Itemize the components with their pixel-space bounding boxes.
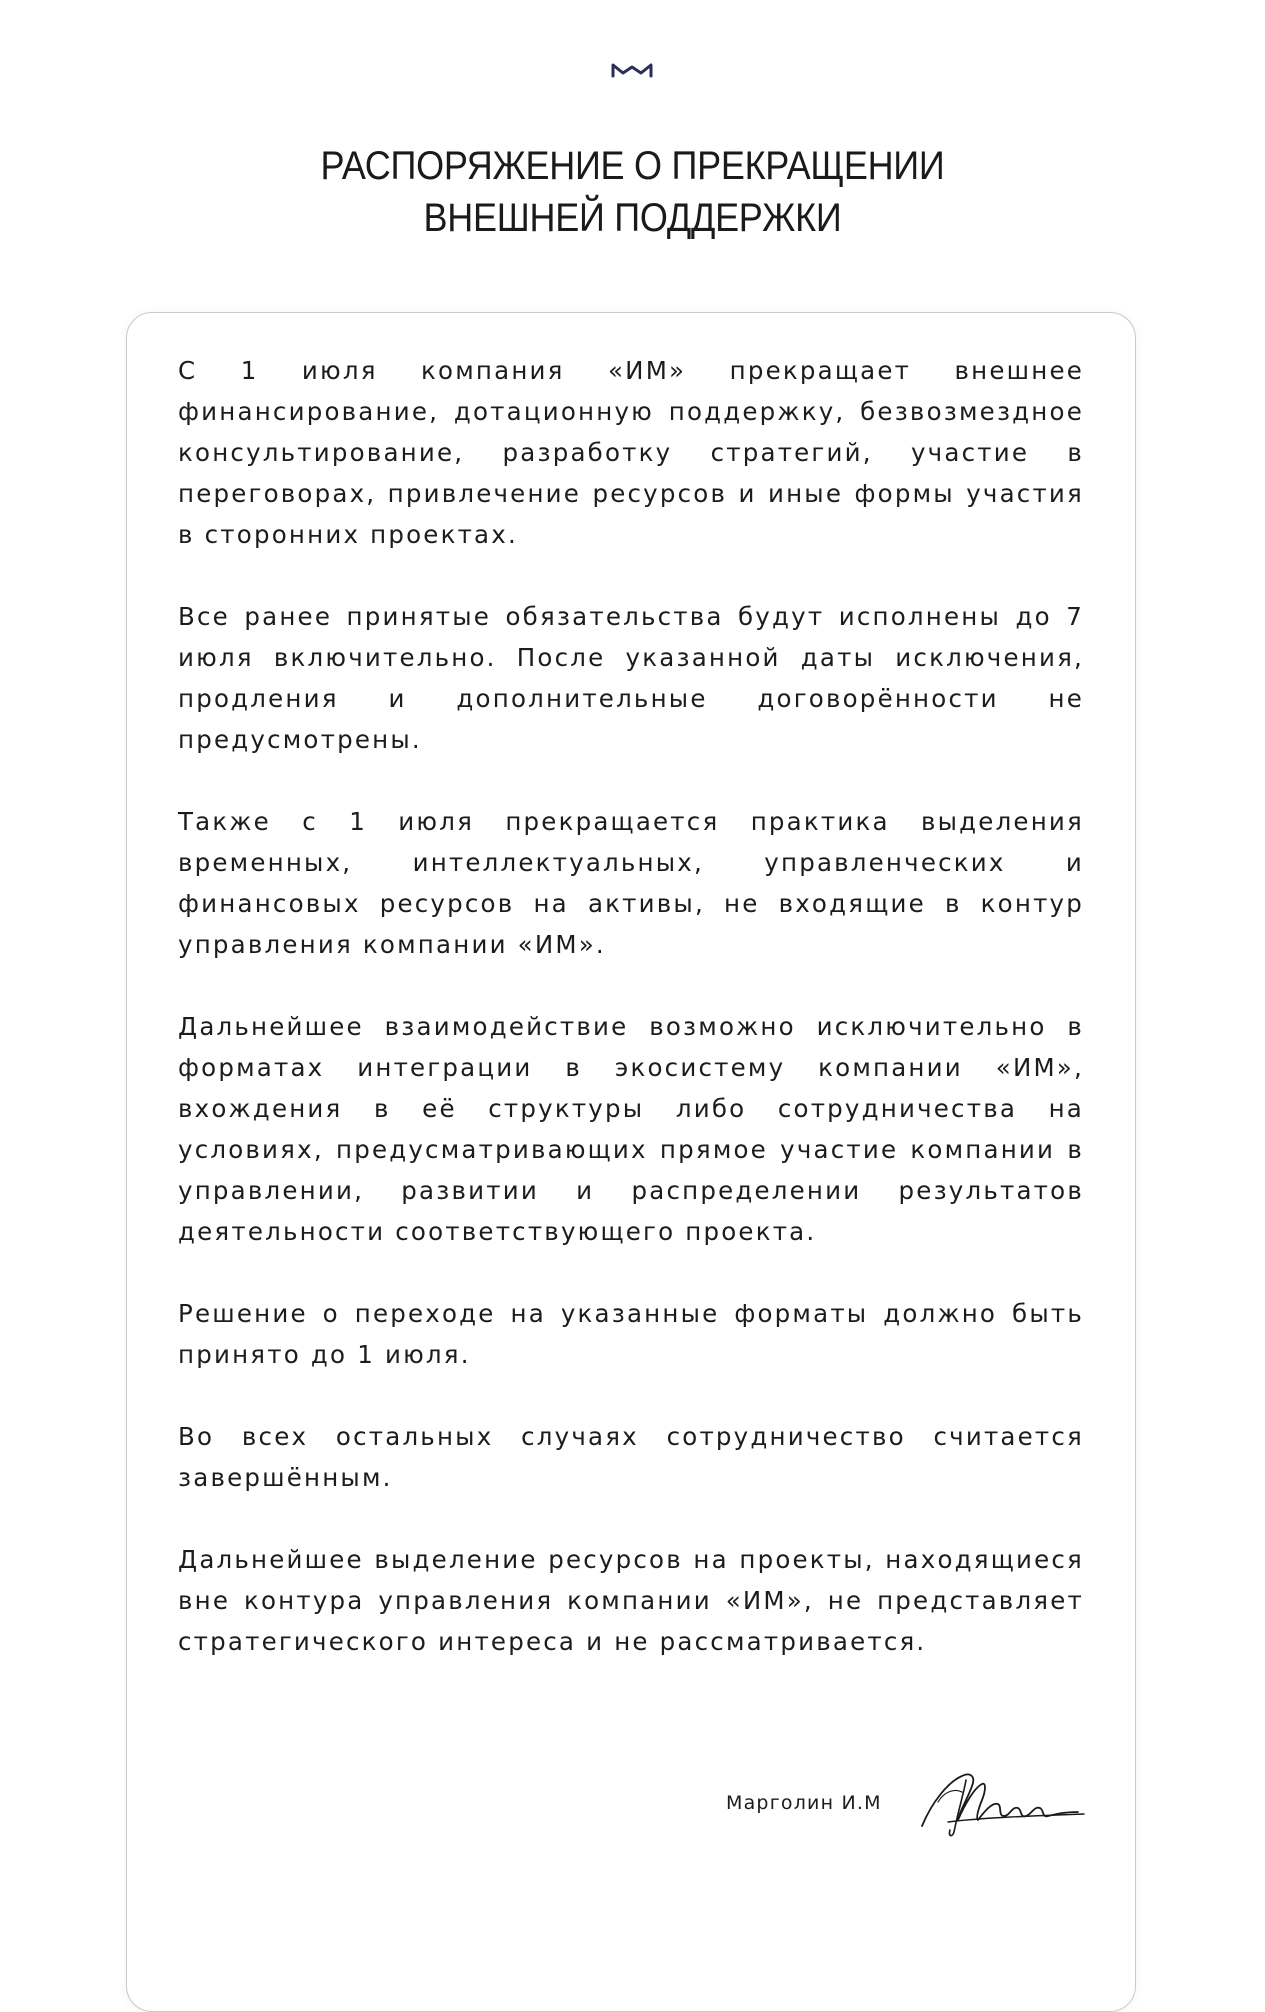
paragraph-7: Дальнейшее выделение ресурсов на проекты, находящиеся вне контура управления компании «ИМ», не представляет стратегического интереса и не рассматривается. — [178, 1545, 1084, 1656]
paragraph-4: Дальнейшее взаимодействие возможно исключительно в форматах интеграции в экосистему компании «ИМ», вхождения в её структуры либо сотрудничества на условиях, предусматривающих прямое участие компании в управлении, развитии и распределении результатов деятельности соответствующего проекта. — [178, 1012, 1084, 1246]
paragraph-1: С 1 июля компания «ИМ» прекращает внешнее финансирование, дотационную поддержку, безвозмездное консультирование, разработку стратегий, участие в переговорах, привлечение ресурсов и иные формы участия в сторонних проектах. — [178, 356, 1084, 549]
document-body — [178, 350, 1084, 1703]
im-logo-icon — [611, 62, 653, 78]
title-line-2: ВНЕШНЕЙ ПОДДЕРЖКИ — [423, 196, 842, 240]
paragraph-2: Все ранее принятые обязательства будут исполнены до 7 июля включительно. После указанной даты исключения, продления и дополнительные договорённости не предусмотрены. — [178, 602, 1084, 754]
paragraph-3: Также с 1 июля прекращается практика выделения временных, интеллектуальных, управленческих и финансовых ресурсов на активы, не входящие в контур управления компании «ИМ». — [178, 807, 1084, 959]
title-line-1: РАСПОРЯЖЕНИЕ О ПРЕКРАЩЕНИИ — [320, 144, 945, 188]
document-title — [63, 140, 1202, 244]
paragraph-5: Решение о переходе на указанные форматы должно быть принято до 1 июля. — [178, 1299, 1084, 1369]
paragraph-6: Во всех остальных случаях сотрудничество считается завершённым. — [178, 1422, 1084, 1492]
handwritten-signature — [918, 1762, 1088, 1842]
signer-name: Марголин И.М — [726, 1792, 882, 1814]
